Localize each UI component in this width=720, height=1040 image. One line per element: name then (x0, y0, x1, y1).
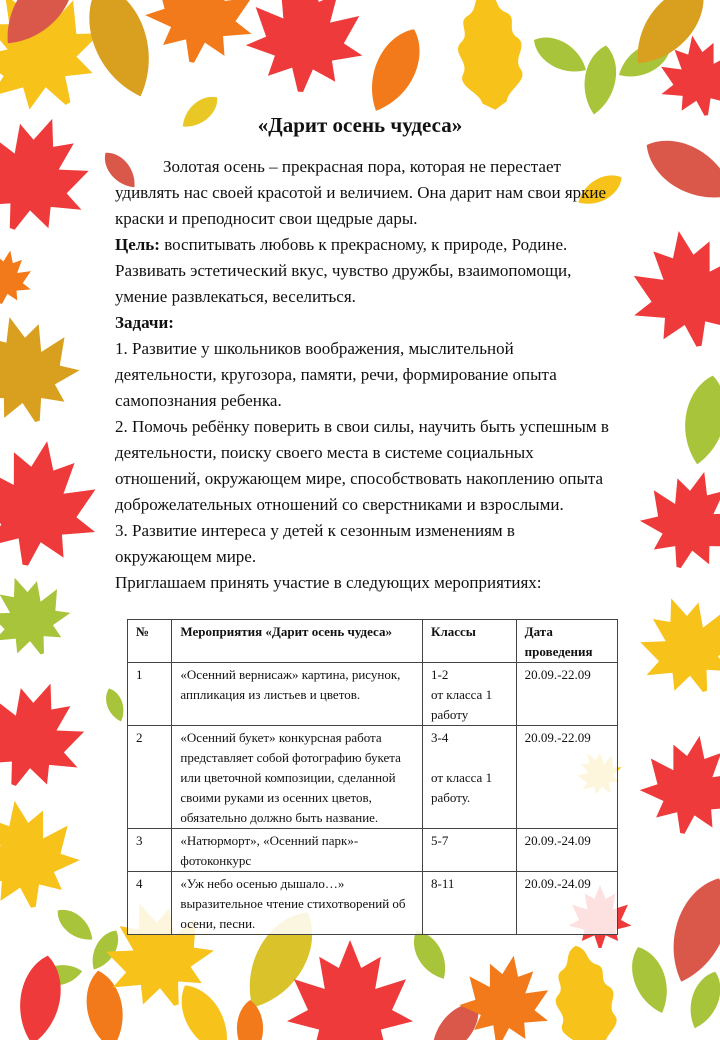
table-row (128, 726, 618, 829)
row-date: 20.09.-24.09 (516, 872, 617, 935)
tasks-heading: Задачи: (115, 313, 174, 332)
table-row (128, 829, 618, 872)
row-classes: 5-7 (423, 829, 517, 872)
task-item: 3. Развитие интереса у детей к сезонным изменениям в окружающем мире. (115, 521, 515, 566)
table-header-row (128, 620, 618, 663)
goal-text: воспитывать любовь к прекрасному, к природе, Родине. Развивать эстетический вкус, чувство дружбы, взаимопомощи, умение развлекаться, веселиться. (115, 235, 572, 306)
row-number: 4 (128, 872, 172, 935)
row-event: «Осенний букет» конкурсная работа представляет собой фотографию букета или цветочной композиции, сделанной своими руками из осенних цветов, обязательно должно быть название. (172, 726, 423, 829)
row-number: 2 (128, 726, 172, 829)
goal-paragraph (115, 232, 615, 310)
table-row (128, 872, 618, 935)
row-event: «Уж небо осенью дышало…» выразительное чтение стихотворений об осени, песни. (172, 872, 423, 935)
header-date: Дата проведения (516, 620, 617, 663)
header-classes: Классы (423, 620, 517, 663)
row-classes-note: от класса 1 работу (431, 687, 493, 722)
header-number: № (128, 620, 172, 663)
invite-text: Приглашаем принять участие в следующих мероприятиях: (115, 573, 542, 592)
goal-label: Цель: (115, 235, 160, 254)
row-number: 1 (128, 663, 172, 726)
row-classes: 3-4 (431, 730, 449, 745)
task-item: 1. Развитие у школьников воображения, мыслительной деятельности, кругозора, памяти, речи, формирование опыта самопознания ребенка. (115, 339, 557, 410)
header-event: Мероприятия «Дарит осень чудеса» (172, 620, 423, 663)
row-event: «Осенний вернисаж» картина, рисунок, аппликация из листьев и цветов. (172, 663, 423, 726)
row-date: 20.09.-24.09 (516, 829, 617, 872)
document-body (115, 154, 615, 596)
row-classes: 8-11 (423, 872, 517, 935)
table-row (128, 663, 618, 726)
row-classes-note: от класса 1 работу. (431, 770, 493, 805)
row-date: 20.09.-22.09 (516, 663, 617, 726)
row-classes-cell (423, 726, 517, 829)
row-date: 20.09.-22.09 (516, 726, 617, 829)
row-number: 3 (128, 829, 172, 872)
events-table (127, 619, 618, 935)
spacer (431, 748, 508, 768)
intro-paragraph: Золотая осень – прекрасная пора, которая не перестает удивлять нас своей красотой и величием. Она дарит нам свои яркие краски и преподносит свои щедрые дары. (115, 157, 607, 228)
row-classes: 1-2 (431, 667, 449, 682)
row-event: «Натюрморт», «Осенний парк»- фотоконкурс (172, 829, 423, 872)
row-classes-cell (423, 663, 517, 726)
task-item: 2. Помочь ребёнку поверить в свои силы, научить быть успешным в деятельности, поиску своего места в системе социальных отношений, окружающем мире, способствовать накоплению опыта доброжелательных отношений со сверстниками и взрослыми. (115, 417, 609, 514)
document-title: «Дарит осень чудеса» (257, 113, 463, 137)
